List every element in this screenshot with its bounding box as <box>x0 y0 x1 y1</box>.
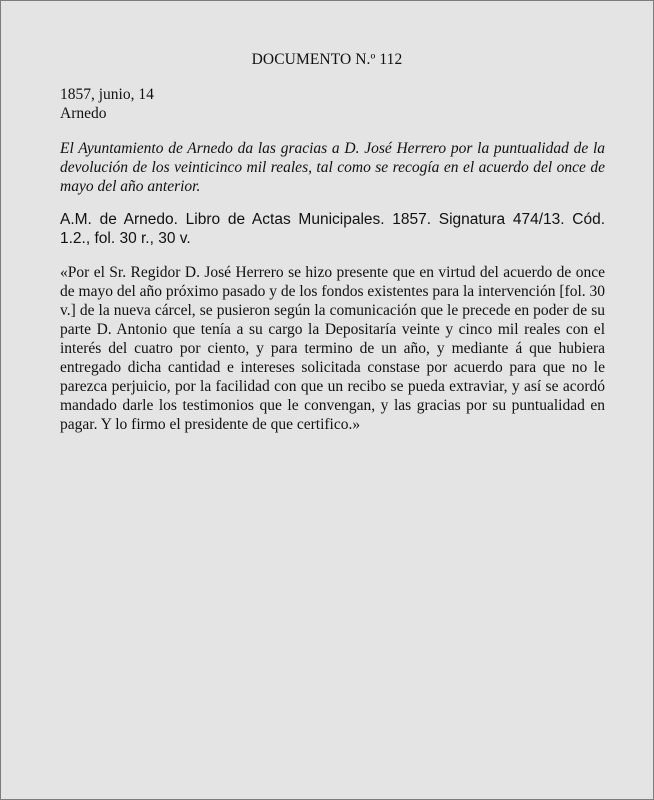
document-summary: El Ayuntamiento de Arnedo da las gracias a D. José Herrero por la puntualidad de la devolución de los veinticinco mil reales, tal como se recogía en el acuerdo del once de mayo del año anterior. <box>60 140 605 195</box>
document-place: Arnedo <box>60 105 107 122</box>
document-transcript: «Por el Sr. Regidor D. José Herrero se hizo presente que en virtud del acuerdo de once de mayo del año próximo pasado y de los fondos existentes para la intervención [fol. 30 v.] de la nueva cárcel, se pusieron según la comunicación que le precede en poder de su parte D. Antonio que tenía a su cargo la Depositaría veinte y cinco mil reales con el interés del cuatro por ciento, y para termino de un año, y mediante á que hubiera entregado dicha cantidad e intereses solicitada constase por acuerdo para que no le parezca perjuicio, por la facilidad con que un recibo se pueda extraviar, y así se acordó mandado darle los testimonios que le convengan, y las gracias por su puntualidad en pagar. Y lo firmo el presidente de que certifico.» <box>60 264 605 433</box>
document-date: 1857, junio, 14 <box>60 86 154 103</box>
document-source-citation: A.M. de Arnedo. Libro de Actas Municipales. 1857. Signatura 474/13. Cód. 1.2., fol. 30 r., 30 v. <box>60 211 605 247</box>
document-title: DOCUMENTO N.º 112 <box>251 51 403 68</box>
